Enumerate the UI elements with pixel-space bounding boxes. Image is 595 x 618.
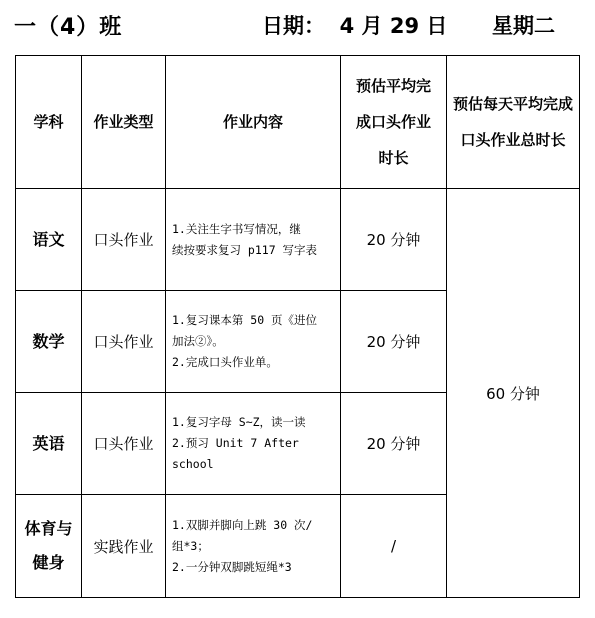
date-label: 日期： 4 月 29 日 [262, 14, 448, 38]
col-header-duration [341, 56, 447, 189]
subject-line: 体育与 [24, 519, 73, 538]
type-cell: 口头作业 [82, 393, 166, 495]
col-header-duration-line: 成口头作业 [355, 113, 431, 131]
table-row [16, 189, 580, 291]
content-line: 1.双脚并脚向上跳 30 次/ [172, 517, 313, 532]
col-header-content: 作业内容 [166, 56, 341, 189]
subject-cell: 数学 [16, 291, 82, 393]
page-header [0, 8, 595, 42]
content-cell [166, 189, 341, 291]
content-line: 2.一分钟双脚跳短绳*3 [172, 559, 292, 574]
table-header-row [16, 56, 580, 189]
subject-cell: 语文 [16, 189, 82, 291]
content-line: 1.复习课本第 50 页《进位 [172, 313, 318, 327]
subject-cell [16, 495, 82, 598]
duration-cell: / [341, 495, 447, 598]
content-line: 组*3； [172, 538, 209, 553]
homework-table [15, 55, 580, 598]
duration-cell: 20 分钟 [341, 291, 447, 393]
col-header-subject: 学科 [16, 56, 82, 189]
class-name: 一（4）班 [14, 15, 123, 40]
content-line: 1.复习字母 S~Z，读一读 [172, 415, 306, 429]
type-cell: 实践作业 [82, 495, 166, 598]
weekday-label: 星期二 [492, 14, 555, 38]
type-cell: 口头作业 [82, 291, 166, 393]
content-line: 加法②》。 [172, 334, 224, 348]
content-line: school [172, 457, 214, 471]
content-cell [166, 495, 341, 598]
type-cell: 口头作业 [82, 189, 166, 291]
subject-cell: 英语 [16, 393, 82, 495]
content-line: 1.关注生字书写情况，继 [172, 221, 301, 236]
col-header-duration-line: 预估平均完 [355, 77, 431, 95]
content-line: 2.预习 Unit 7 After [172, 436, 299, 450]
content-cell [166, 291, 341, 393]
content-cell [166, 393, 341, 495]
col-header-total-line: 预估每天平均完成 [452, 95, 573, 113]
duration-cell: 20 分钟 [341, 393, 447, 495]
col-header-total-line: 口头作业总时长 [460, 131, 566, 149]
subject-line: 健身 [32, 553, 65, 572]
col-header-duration-line: 时长 [378, 149, 409, 167]
total-duration-cell: 60 分钟 [447, 189, 580, 598]
col-header-type: 作业类型 [82, 56, 166, 189]
duration-cell: 20 分钟 [341, 189, 447, 291]
content-line: 续按要求复习 p117 写字表 [172, 242, 318, 257]
content-line: 2.完成口头作业单。 [172, 355, 278, 369]
col-header-total [447, 56, 580, 189]
